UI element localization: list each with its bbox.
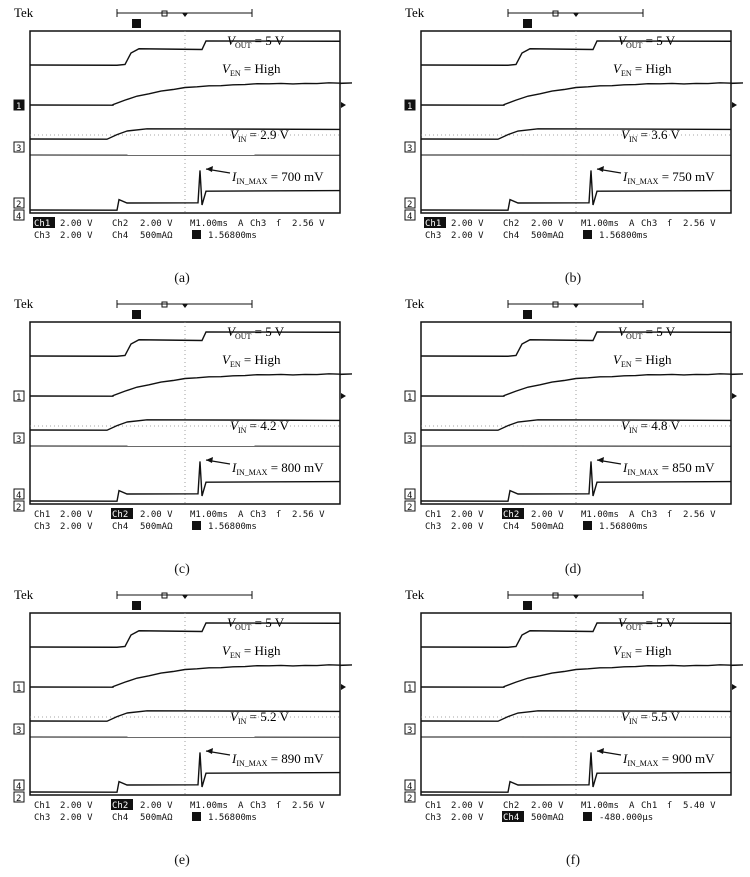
- status-row1-cell: Ch2: [503, 219, 519, 229]
- panel-caption: (a): [12, 271, 352, 287]
- status-row1-cell: 2.00 V: [60, 510, 93, 520]
- vin-trace: [421, 420, 731, 430]
- channel-marker-label: 2: [16, 503, 21, 513]
- ven-annotation: $V_{EN}$ = High: [222, 643, 281, 660]
- status-row2-cell: 1.56800ms: [208, 813, 257, 823]
- status-row2-cell: Ch4: [503, 231, 519, 241]
- status-row1-cell: 2.56 V: [292, 801, 325, 811]
- vout-annotation: $V_{OUT} = 5$ V: [618, 324, 676, 341]
- trigger-time-marker: [573, 13, 579, 17]
- status-row1-cell: M1.00ms: [190, 219, 228, 229]
- vin-trace: [421, 711, 731, 721]
- channel-marker-label: 4: [407, 212, 412, 222]
- panel-caption: (f): [403, 853, 743, 869]
- scope-panel: [12, 5, 352, 295]
- status-row1-cell: 2.56 V: [292, 510, 325, 520]
- status-row1-cell: ſ: [667, 510, 672, 520]
- vout-annotation: $V_{OUT} = 5$ V: [618, 615, 676, 632]
- status-row1-cell: 2.00 V: [140, 801, 173, 811]
- channel-marker-label: 4: [407, 782, 412, 792]
- channel-marker-label: 2: [407, 200, 412, 210]
- trigger-level-arrow: [341, 102, 346, 108]
- trigger-t-icon: [523, 310, 532, 319]
- status-row2-cell: 1.56800ms: [599, 522, 648, 532]
- status-row1-cell: ſ: [276, 510, 281, 520]
- scope-svg: [403, 5, 743, 270]
- channel-marker: [405, 792, 415, 804]
- scope-panel: [12, 296, 352, 586]
- status-row1-cell: Ch2: [503, 510, 519, 520]
- channel-marker-label: 1: [16, 684, 21, 694]
- channel-marker-label: 2: [16, 200, 21, 210]
- ven-annotation: $V_{EN}$ = High: [613, 61, 672, 78]
- ven-trace: [30, 665, 352, 687]
- trigger-t-icon: [132, 601, 141, 610]
- vout-trace: [421, 332, 731, 356]
- iin-annotation: $I_{IN\_MAX} = 750$ mV: [622, 169, 715, 186]
- vout-trace: [30, 332, 340, 356]
- status-row1-cell: Ch2: [112, 219, 128, 229]
- graticule-frame: [30, 31, 340, 213]
- scope-panel: [12, 587, 352, 877]
- channel-marker: [405, 198, 415, 210]
- channel-marker-label: 2: [407, 794, 412, 804]
- status-row1-cell: Ch3: [250, 219, 266, 229]
- channel-marker: [405, 489, 415, 501]
- channel-marker: [405, 682, 415, 694]
- channel-marker: [405, 142, 415, 154]
- channel-marker-label: 4: [16, 782, 21, 792]
- status-row2-cell: Ch3: [34, 813, 50, 823]
- status-row1-cell: 2.00 V: [140, 510, 173, 520]
- channel-marker: [14, 391, 24, 403]
- status-row1-cell: 2.00 V: [531, 510, 564, 520]
- vout-annotation: $V_{OUT} = 5$ V: [227, 324, 285, 341]
- graticule-frame: [421, 613, 731, 795]
- channel-marker: [14, 100, 24, 112]
- status-row1-cell: Ch2: [112, 510, 128, 520]
- status-row2-cell: Ch3: [425, 231, 441, 241]
- trigger-t-icon: [523, 601, 532, 610]
- status-row2-cell: Ch4: [503, 522, 519, 532]
- iin-annotation: $I_{IN\_MAX} = 900$ mV: [622, 751, 715, 768]
- status-row1-cell: A: [629, 510, 635, 520]
- status-row2-cell: 500mAΩ: [140, 231, 173, 241]
- scope-panel: [403, 5, 743, 295]
- vout-trace: [30, 41, 340, 65]
- channel-marker-label: 1: [407, 393, 412, 403]
- channel-marker-label: 3: [16, 726, 21, 736]
- status-row1-cell: Ch1: [34, 510, 50, 520]
- vin-trace: [30, 420, 340, 430]
- status-row1-cell: 2.00 V: [451, 801, 484, 811]
- panel-caption: (e): [12, 853, 352, 869]
- status-row2-cell: 2.00 V: [60, 813, 93, 823]
- iin-annotation: $I_{IN\_MAX} = 700$ mV: [231, 169, 324, 186]
- channel-marker: [405, 780, 415, 792]
- ven-trace: [421, 374, 743, 396]
- status-row2-cell: 1.56800ms: [599, 231, 648, 241]
- status-row1-cell: ſ: [276, 801, 281, 811]
- trigger-level-arrow: [341, 393, 346, 399]
- channel-marker-label: 3: [407, 726, 412, 736]
- status-row2-cell: Ch4: [112, 813, 128, 823]
- ven-annotation: $V_{EN}$ = High: [613, 352, 672, 369]
- status-row1-cell: 2.00 V: [531, 801, 564, 811]
- status-row2-cell: 500mAΩ: [140, 522, 173, 532]
- status-row1-cell: Ch1: [425, 801, 441, 811]
- status-row1-cell: M1.00ms: [581, 219, 619, 229]
- ven-annotation: $V_{EN}$ = High: [613, 643, 672, 660]
- status-row2-cell: 500mAΩ: [140, 813, 173, 823]
- status-row1-cell: M1.00ms: [190, 510, 228, 520]
- channel-marker: [14, 682, 24, 694]
- status-row1-cell: M1.00ms: [581, 801, 619, 811]
- iin-arrowhead: [206, 166, 213, 172]
- channel-marker-label: 4: [407, 491, 412, 501]
- trigger-time-marker: [182, 595, 188, 599]
- iin-arrowhead: [597, 748, 604, 754]
- trigger-t-icon: [132, 310, 141, 319]
- channel-marker: [14, 792, 24, 804]
- channel-marker: [405, 724, 415, 736]
- scope-svg: [12, 5, 352, 270]
- status-row1-cell: 2.56 V: [683, 510, 716, 520]
- trigger-t-icon: [132, 19, 141, 28]
- iin-annotation: $I_{IN\_MAX} = 800$ mV: [231, 460, 324, 477]
- graticule-frame: [30, 613, 340, 795]
- channel-marker-label: 1: [16, 102, 21, 112]
- scope-panel: [403, 587, 743, 877]
- trigger-level-arrow: [341, 684, 346, 690]
- channel-marker: [14, 433, 24, 445]
- status-row1-cell: M1.00ms: [581, 510, 619, 520]
- status-row1-cell: Ch2: [112, 801, 128, 811]
- status-row2-cell: Ch4: [503, 813, 519, 823]
- status-row1-cell: Ch3: [641, 219, 657, 229]
- status-row1-cell: Ch1: [641, 801, 657, 811]
- iin-annotation: $I_{IN\_MAX} = 890$ mV: [231, 751, 324, 768]
- panel-caption: (c): [12, 562, 352, 578]
- ven-trace: [30, 83, 352, 105]
- channel-marker-label: 3: [16, 144, 21, 154]
- status-row2-cell: Ch3: [34, 522, 50, 532]
- status-row1-cell: ſ: [667, 219, 672, 229]
- trigger-offset-icon: [583, 521, 592, 530]
- trigger-offset-icon: [583, 230, 592, 239]
- status-row1-cell: Ch2: [503, 801, 519, 811]
- channel-marker: [14, 501, 24, 513]
- scope-panel: [403, 296, 743, 586]
- channel-marker: [14, 780, 24, 792]
- channel-marker-label: 2: [16, 794, 21, 804]
- status-row2-cell: Ch3: [425, 522, 441, 532]
- status-row2-cell: 2.00 V: [451, 813, 484, 823]
- status-row2-cell: 2.00 V: [451, 522, 484, 532]
- status-row1-cell: A: [238, 801, 244, 811]
- status-row1-cell: Ch1: [34, 801, 50, 811]
- status-row1-cell: M1.00ms: [190, 801, 228, 811]
- channel-marker: [405, 100, 415, 112]
- status-row1-cell: Ch1: [425, 510, 441, 520]
- ven-annotation: $V_{EN}$ = High: [222, 352, 281, 369]
- scope-svg: [403, 587, 743, 852]
- trigger-time-marker: [182, 304, 188, 308]
- channel-marker: [14, 142, 24, 154]
- tek-label: Tek: [405, 296, 425, 311]
- vin-trace: [421, 129, 731, 139]
- channel-marker-label: 3: [16, 435, 21, 445]
- trigger-level-arrow: [732, 684, 737, 690]
- ven-trace: [421, 83, 743, 105]
- channel-marker-label: 1: [16, 393, 21, 403]
- graticule-frame: [421, 322, 731, 504]
- status-row1-cell: 2.56 V: [683, 219, 716, 229]
- ven-trace: [421, 665, 743, 687]
- vout-annotation: $V_{OUT} = 5$ V: [227, 33, 285, 50]
- vout-trace: [30, 623, 340, 647]
- status-row1-cell: 2.00 V: [451, 510, 484, 520]
- tek-label: Tek: [14, 5, 34, 20]
- ven-trace: [30, 374, 352, 396]
- status-row2-cell: 500mAΩ: [531, 813, 564, 823]
- status-row1-cell: 2.00 V: [60, 219, 93, 229]
- channel-marker-label: 1: [407, 684, 412, 694]
- status-row1-cell: Ch3: [641, 510, 657, 520]
- vin-annotation: $V_{IN} = 5.5$ V: [621, 709, 681, 726]
- vin-annotation: $V_{IN} = 4.8$ V: [621, 418, 681, 435]
- status-row1-cell: 2.00 V: [531, 219, 564, 229]
- vin-annotation: $V_{IN} = 4.2$ V: [230, 418, 290, 435]
- status-row1-cell: A: [629, 801, 635, 811]
- graticule-frame: [421, 31, 731, 213]
- iin-arrowhead: [597, 166, 604, 172]
- ven-annotation: $V_{EN}$ = High: [222, 61, 281, 78]
- status-row1-cell: Ch1: [34, 219, 50, 229]
- trigger-offset-icon: [192, 521, 201, 530]
- status-row1-cell: ſ: [276, 219, 281, 229]
- status-row2-cell: 2.00 V: [451, 231, 484, 241]
- status-row1-cell: A: [629, 219, 635, 229]
- tek-label: Tek: [14, 296, 34, 311]
- status-row2-cell: Ch3: [34, 231, 50, 241]
- channel-marker-label: 4: [16, 491, 21, 501]
- vout-trace: [421, 41, 731, 65]
- tek-label: Tek: [405, 5, 425, 20]
- iin-arrowhead: [206, 457, 213, 463]
- vout-trace: [421, 623, 731, 647]
- channel-marker-label: 4: [16, 212, 21, 222]
- vin-annotation: $V_{IN} = 2.9$ V: [230, 127, 290, 144]
- status-row2-cell: 500mAΩ: [531, 522, 564, 532]
- tek-label: Tek: [405, 587, 425, 602]
- status-row1-cell: Ch3: [250, 801, 266, 811]
- panel-caption: (b): [403, 271, 743, 287]
- status-row2-cell: Ch4: [112, 231, 128, 241]
- status-row1-cell: 2.00 V: [60, 801, 93, 811]
- status-row2-cell: -480.000μs: [599, 813, 653, 823]
- iin-arrowhead: [206, 748, 213, 754]
- vin-trace: [30, 711, 340, 721]
- trigger-time-marker: [182, 13, 188, 17]
- channel-marker: [14, 724, 24, 736]
- tek-label: Tek: [14, 587, 34, 602]
- trigger-level-arrow: [732, 393, 737, 399]
- status-row1-cell: Ch3: [250, 510, 266, 520]
- trigger-time-marker: [573, 304, 579, 308]
- trigger-time-marker: [573, 595, 579, 599]
- channel-marker: [14, 489, 24, 501]
- channel-marker-label: 1: [407, 102, 412, 112]
- channel-marker: [405, 501, 415, 513]
- status-row2-cell: 500mAΩ: [531, 231, 564, 241]
- vin-annotation: $V_{IN} = 3.6$ V: [621, 127, 681, 144]
- channel-marker-label: 3: [407, 435, 412, 445]
- scope-svg: [12, 587, 352, 852]
- scope-svg: [403, 296, 743, 561]
- channel-marker: [405, 210, 415, 222]
- status-row1-cell: 5.40 V: [683, 801, 716, 811]
- vout-annotation: $V_{OUT} = 5$ V: [618, 33, 676, 50]
- status-row2-cell: Ch4: [112, 522, 128, 532]
- status-row1-cell: 2.00 V: [451, 219, 484, 229]
- trigger-offset-icon: [192, 230, 201, 239]
- iin-arrowhead: [597, 457, 604, 463]
- status-row1-cell: 2.56 V: [292, 219, 325, 229]
- status-row2-cell: 1.56800ms: [208, 522, 257, 532]
- trigger-offset-icon: [583, 812, 592, 821]
- status-row2-cell: Ch3: [425, 813, 441, 823]
- status-row1-cell: ſ: [667, 801, 672, 811]
- vin-trace: [30, 129, 340, 139]
- trigger-t-icon: [523, 19, 532, 28]
- status-row2-cell: 2.00 V: [60, 522, 93, 532]
- channel-marker-label: 2: [407, 503, 412, 513]
- vin-annotation: $V_{IN} = 5.2$ V: [230, 709, 290, 726]
- trigger-level-arrow: [732, 102, 737, 108]
- iin-annotation: $I_{IN\_MAX} = 850$ mV: [622, 460, 715, 477]
- status-row1-cell: A: [238, 510, 244, 520]
- graticule-frame: [30, 322, 340, 504]
- status-row2-cell: 1.56800ms: [208, 231, 257, 241]
- trigger-offset-icon: [192, 812, 201, 821]
- channel-marker-label: 3: [407, 144, 412, 154]
- channel-marker: [405, 433, 415, 445]
- panel-caption: (d): [403, 562, 743, 578]
- channel-marker: [405, 391, 415, 403]
- status-row1-cell: A: [238, 219, 244, 229]
- channel-marker: [14, 198, 24, 210]
- scope-svg: [12, 296, 352, 561]
- status-row1-cell: 2.00 V: [140, 219, 173, 229]
- status-row1-cell: Ch1: [425, 219, 441, 229]
- channel-marker: [14, 210, 24, 222]
- vout-annotation: $V_{OUT} = 5$ V: [227, 615, 285, 632]
- status-row2-cell: 2.00 V: [60, 231, 93, 241]
